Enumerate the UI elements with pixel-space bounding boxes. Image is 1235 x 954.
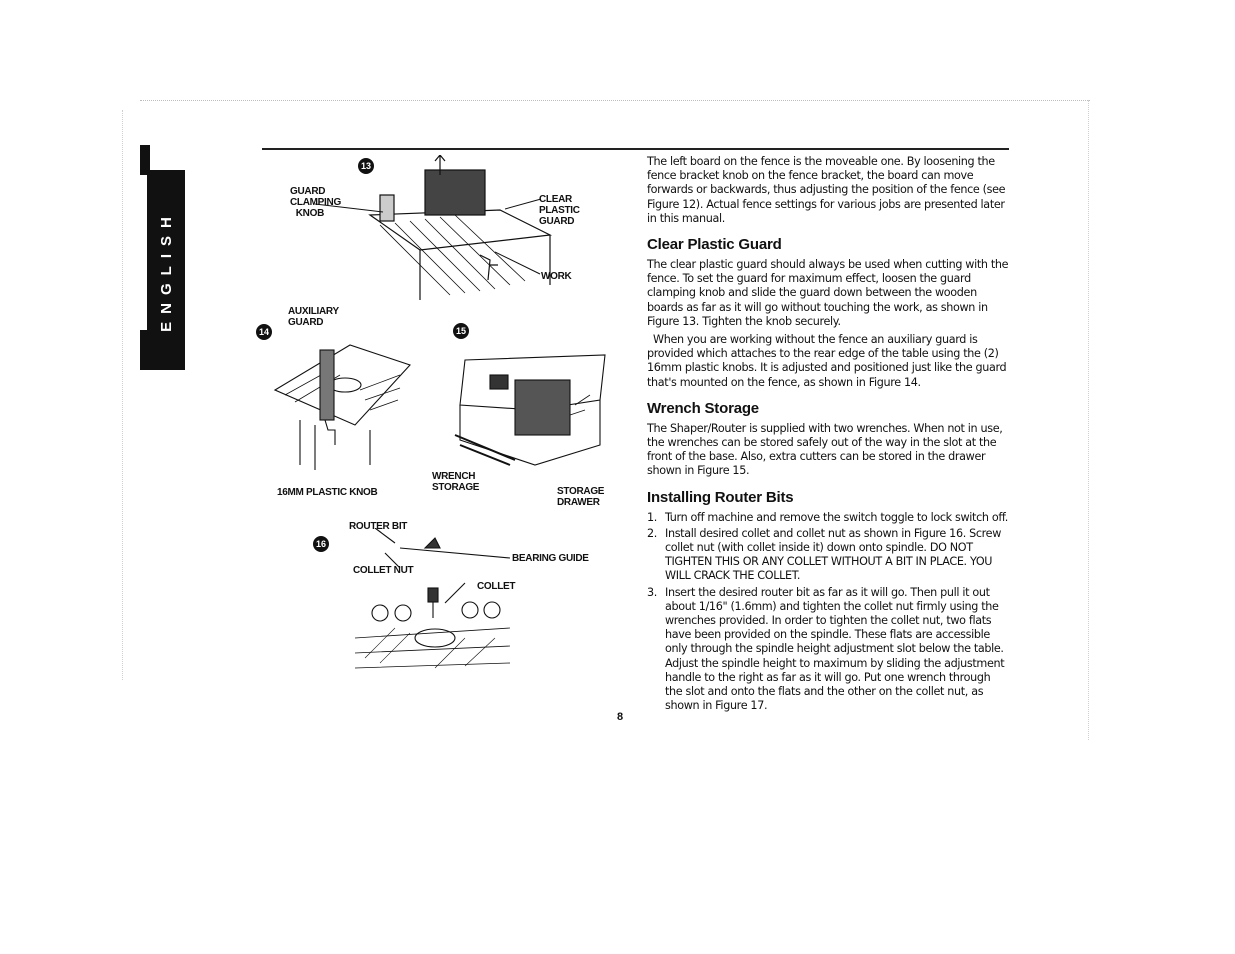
clear-guard-paragraph-2: When you are working without the fence an auxiliary guard is provided which attaches to the rear edge of the table using the (2) 16mm plastic knobs. It is adjusted and positioned just like the guard that's mounted on the fence, as shown in Figure 14. xyxy=(647,333,1007,389)
list-item xyxy=(647,511,1009,525)
router-bits-steps xyxy=(647,511,1009,714)
label-16mm-plastic-knob: 16MM PLASTIC KNOB xyxy=(277,487,378,498)
label-auxiliary-guard: AUXILIARY GUARD xyxy=(288,306,339,328)
text-column xyxy=(647,155,1009,716)
label-work: WORK xyxy=(541,271,572,282)
label-clear-plastic-guard: CLEAR PLASTIC GUARD xyxy=(539,194,580,227)
label-guard-clamping-knob: GUARD CLAMPING KNOB xyxy=(290,186,341,219)
page-edge-top xyxy=(140,100,1090,101)
figure-14-number: 14 xyxy=(256,324,272,340)
step-text: Install desired collet and collet nut as shown in Figure 16. Screw collet nut (with collet inside it) down onto spindle. DO NOT TIGHTEN THIS OR ANY COLLET WITHOUT A BIT IN PLACE. YOU WILL CRACK THE COLLET. xyxy=(665,526,1002,583)
figure-16-illustration xyxy=(345,528,520,680)
heading-clear-plastic-guard: Clear Plastic Guard xyxy=(647,236,782,254)
list-item xyxy=(647,527,1009,584)
label-router-bit: ROUTER BIT xyxy=(349,521,408,532)
wrench-storage-paragraph: The Shaper/Router is supplied with two wrenches. When not in use, the wrenches can be stored safely out of the way in the slot at the front of the base. Also, extra cutters can be stored in the drawer shown in Figure 15. xyxy=(647,421,1003,478)
clear-guard-paragraph-1: The clear plastic guard should always be used when cutting with the fence. To set the guard for maximum effect, loosen the guard clamping knob and slide the guard down between the wooden boards as far as it will go without touching the work, as shown in Figure 13. Tighten the knob securely. xyxy=(647,258,1009,328)
leader-line xyxy=(315,200,385,220)
step-text: Turn off machine and remove the switch toggle to lock switch off. xyxy=(665,510,1008,524)
leader-line xyxy=(495,250,545,280)
label-collet: COLLET xyxy=(477,581,516,592)
figures-area xyxy=(250,150,610,690)
page-edge-left xyxy=(122,110,123,680)
step-number: 1. xyxy=(647,510,657,524)
figure-16-number: 16 xyxy=(313,536,329,552)
heading-wrench-storage: Wrench Storage xyxy=(647,399,759,417)
step-number: 3. xyxy=(647,585,657,599)
intro-paragraph: The left board on the fence is the moveable one. By loosening the fence bracket knob on the fence bracket, the board can move forwards or backwards, thus adjusting the position of the fence (see Figure 12). Actual fence settings for various jobs are presented later in this manual. xyxy=(647,155,1006,225)
label-wrench-storage: WRENCH STORAGE xyxy=(432,471,480,493)
leader-line xyxy=(505,195,545,215)
label-collet-nut: COLLET NUT xyxy=(353,565,414,576)
language-side-tab xyxy=(147,170,185,370)
figure-15-illustration xyxy=(445,350,610,475)
figure-14-illustration xyxy=(270,330,420,475)
figure-15-number: 15 xyxy=(453,323,469,339)
list-item xyxy=(647,586,1009,714)
heading-installing-router-bits: Installing Router Bits xyxy=(647,488,794,506)
label-storage-drawer: STORAGE DRAWER xyxy=(557,486,605,508)
page-edge-right xyxy=(1088,100,1089,740)
step-text: Insert the desired router bit as far as it will go. Then pull it out about 1/16" (1.6mm) and tighten the collet nut firmly using the wrenches provided. In order to tighten the collet nut, two flats have been provided on the spindle. These flats are accessible only through the spindle height adjustment slot below the table. Adjust the spindle height to maximum by sliding the adjustment handle to the right as far as it will go. Put one wrench through the slot and onto the flats and the other on the collet nut, as shown in Figure 17. xyxy=(665,585,1005,713)
label-bearing-guide: BEARING GUIDE xyxy=(512,553,589,564)
page-number: 8 xyxy=(617,711,624,723)
figure-13-illustration xyxy=(350,155,560,305)
side-tab-label: ENGLISH xyxy=(157,208,175,332)
step-number: 2. xyxy=(647,526,657,540)
figure-13-number: 13 xyxy=(358,158,374,174)
